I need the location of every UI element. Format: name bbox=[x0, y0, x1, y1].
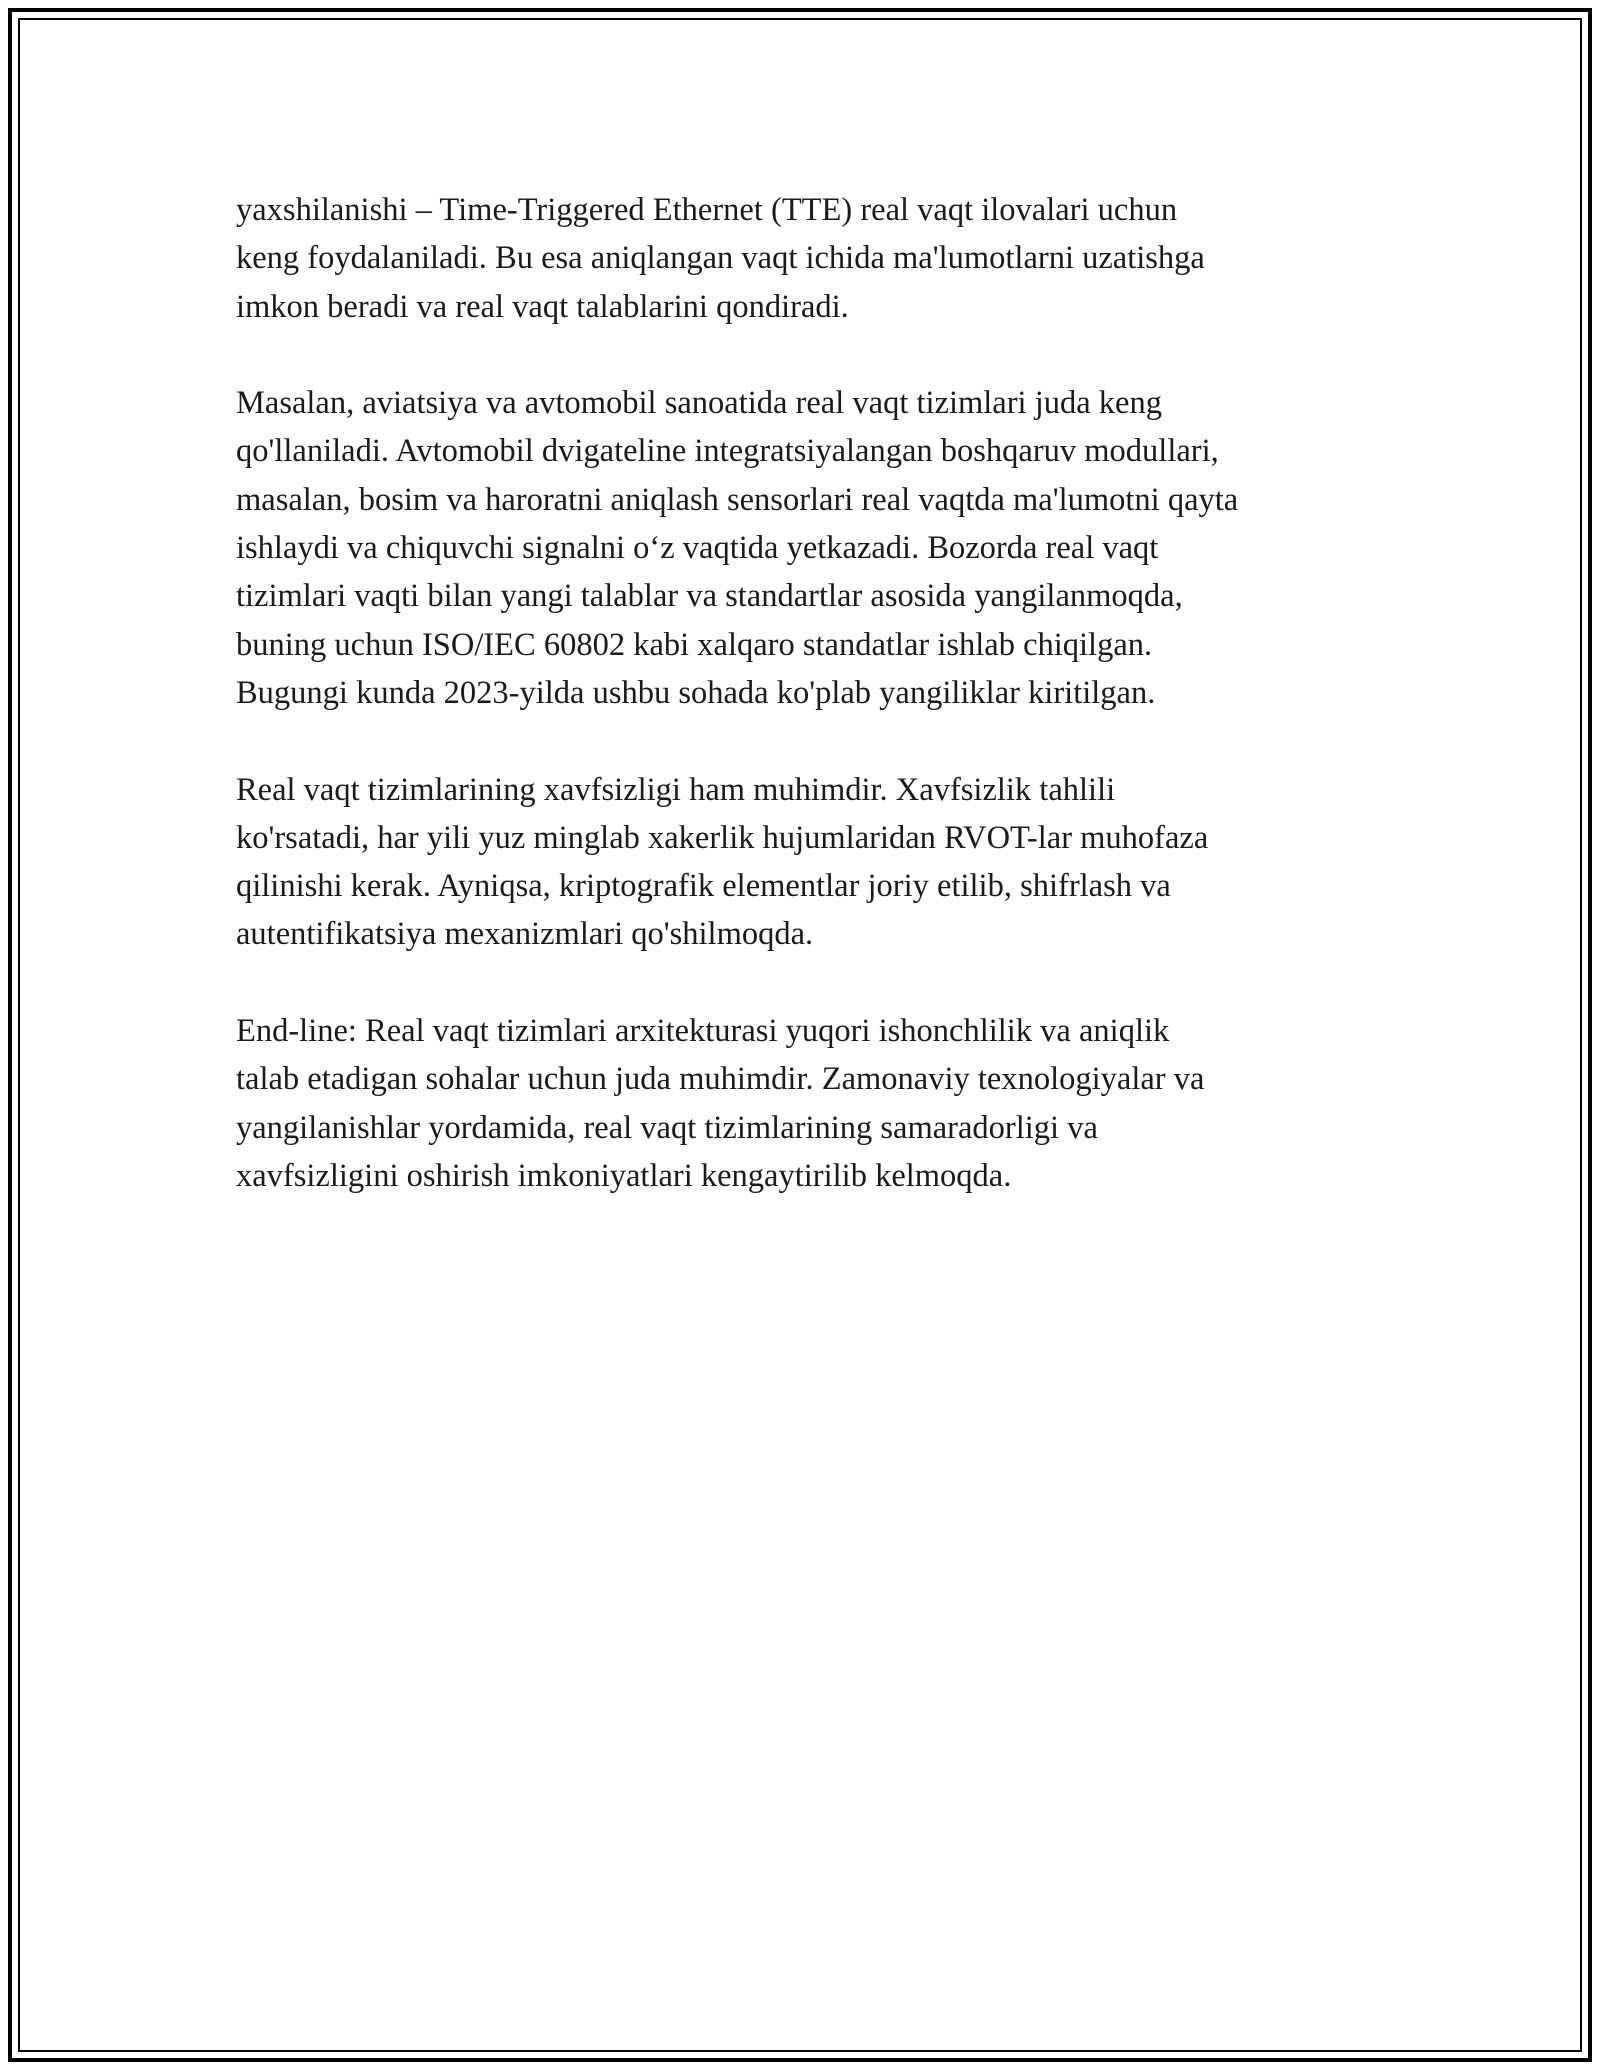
text-line: xavfsizligini oshirish imkoniyatlari kengaytirilib kelmoqda. bbox=[236, 1157, 1012, 1194]
text-line: qilinishi kerak. Ayniqsa, kriptografik elementlar joriy etilib, shifrlash va bbox=[236, 868, 1171, 905]
paragraph-security bbox=[236, 766, 1376, 959]
paragraph-industry-examples bbox=[236, 379, 1376, 717]
text-line: ishlaydi va chiquvchi signalni oʻz vaqtida yetkazadi. Bozorda real vaqt bbox=[236, 530, 1159, 567]
text-line: buning uchun ISO/IEC 60802 kabi xalqaro standatlar ishlab chiqilgan. bbox=[236, 626, 1153, 663]
paragraph-conclusion bbox=[236, 1007, 1376, 1200]
document-body bbox=[236, 186, 1376, 1249]
text-line: autentifikatsiya mexanizmlari qo'shilmoqda. bbox=[236, 916, 814, 953]
text-line: Masalan, aviatsiya va avtomobil sanoatida real vaqt tizimlari juda keng bbox=[236, 385, 1162, 422]
text-line: Bugungi kunda 2023-yilda ushbu sohada ko'plab yangiliklar kiritilgan. bbox=[236, 674, 1156, 711]
text-line: qo'llaniladi. Avtomobil dvigateline integratsiyalangan boshqaruv modullari, bbox=[236, 433, 1219, 470]
text-line: talab etadigan sohalar uchun juda muhimdir. Zamonaviy texnologiyalar va bbox=[236, 1061, 1205, 1098]
text-line: masalan, bosim va haroratni aniqlash sensorlari real vaqtda ma'lumotni qayta bbox=[236, 481, 1239, 518]
text-line: yaxshilanishi – Time-Triggered Ethernet (TTE) real vaqt ilovalari uchun bbox=[236, 192, 1178, 228]
text-line: Real vaqt tizimlarining xavfsizligi ham muhimdir. Xavfsizlik tahlili bbox=[236, 771, 1116, 808]
text-line: End-line: Real vaqt tizimlari arxitekturasi yuqori ishonchlilik va aniqlik bbox=[236, 1013, 1170, 1050]
text-line: keng foydalaniladi. Bu esa aniqlangan vaqt ichida ma'lumotlarni uzatishga bbox=[236, 240, 1205, 277]
text-line: tizimlari vaqti bilan yangi talablar va standartlar asosida yangilanmoqda, bbox=[236, 578, 1183, 615]
text-line: imkon beradi va real vaqt talablarini qondiradi. bbox=[236, 288, 849, 325]
text-line: yangilanishlar yordamida, real vaqt tizimlarining samaradorligi va bbox=[236, 1109, 1098, 1146]
paragraph-tte bbox=[236, 186, 1376, 331]
text-line: ko'rsatadi, har yili yuz minglab xakerlik hujumlaridan RVOT-lar muhofaza bbox=[236, 819, 1209, 856]
